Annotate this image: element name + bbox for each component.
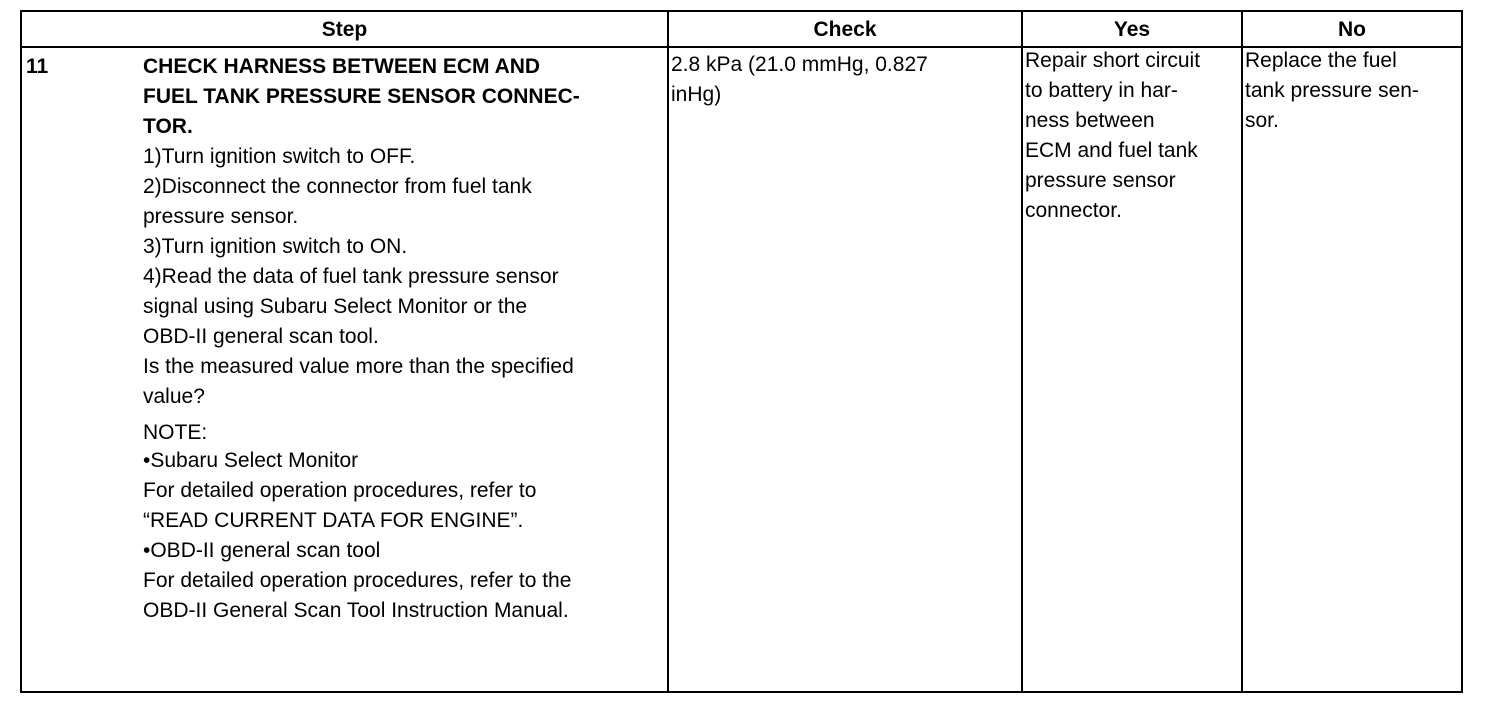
instruction-line: pressure sensor.: [143, 205, 299, 228]
instruction-line: 2)Disconnect the connector from fuel tank: [143, 175, 532, 198]
note-line: •Subaru Select Monitor: [143, 449, 359, 472]
check-content: [671, 50, 1019, 110]
no-line: sor.: [1245, 109, 1279, 132]
yes-line: pressure sensor: [1025, 169, 1176, 192]
yes-line: connector.: [1025, 199, 1122, 222]
check-line: inHg): [671, 83, 722, 106]
diagnostic-table: [20, 10, 1463, 693]
instruction-line: 4)Read the data of fuel tank pressure sensor: [143, 265, 559, 288]
note-line: For detailed operation procedures, refer to the: [143, 569, 572, 592]
no-content: [1245, 46, 1459, 136]
note-block: [143, 420, 665, 626]
step-title-line: CHECK HARNESS BETWEEN ECM AND: [143, 55, 541, 78]
yes-line: to battery in har-: [1025, 79, 1178, 102]
note-line: •OBD-II general scan tool: [143, 539, 381, 562]
yes-line: Repair short circuit: [1025, 49, 1201, 72]
note-label: NOTE:: [143, 421, 208, 444]
step-title-line: TOR.: [143, 115, 193, 138]
column-divider: [667, 12, 669, 691]
instruction-line: Is the measured value more than the specified: [143, 355, 574, 378]
no-line: Replace the fuel: [1245, 49, 1397, 72]
note-line: For detailed operation procedures, refer to: [143, 479, 537, 502]
header-check: Check: [813, 18, 877, 41]
header-no: No: [1338, 18, 1366, 41]
check-line: 2.8 kPa (21.0 mmHg, 0.827: [671, 53, 928, 76]
no-line: tank pressure sen-: [1245, 79, 1419, 102]
step-instructions: [143, 142, 665, 412]
instruction-line: value?: [143, 385, 205, 408]
instruction-line: 1)Turn ignition switch to OFF.: [143, 145, 416, 168]
step-content: [143, 52, 665, 626]
header-step: Step: [321, 18, 368, 41]
column-divider: [1021, 12, 1023, 691]
yes-line: ness between: [1025, 109, 1155, 132]
step-number: 11: [26, 55, 49, 78]
instruction-line: OBD-II general scan tool.: [143, 325, 379, 348]
column-divider: [1241, 12, 1243, 691]
instruction-line: 3)Turn ignition switch to ON.: [143, 235, 408, 258]
step-title-line: FUEL TANK PRESSURE SENSOR CONNEC-: [143, 85, 580, 108]
step-title: [143, 52, 665, 142]
note-line: “READ CURRENT DATA FOR ENGINE”.: [143, 509, 524, 532]
yes-content: [1025, 46, 1239, 226]
note-line: OBD-II General Scan Tool Instruction Manual.: [143, 599, 569, 622]
header-yes: Yes: [1113, 18, 1151, 41]
yes-line: ECM and fuel tank: [1025, 139, 1198, 162]
instruction-line: signal using Subaru Select Monitor or the: [143, 295, 528, 318]
